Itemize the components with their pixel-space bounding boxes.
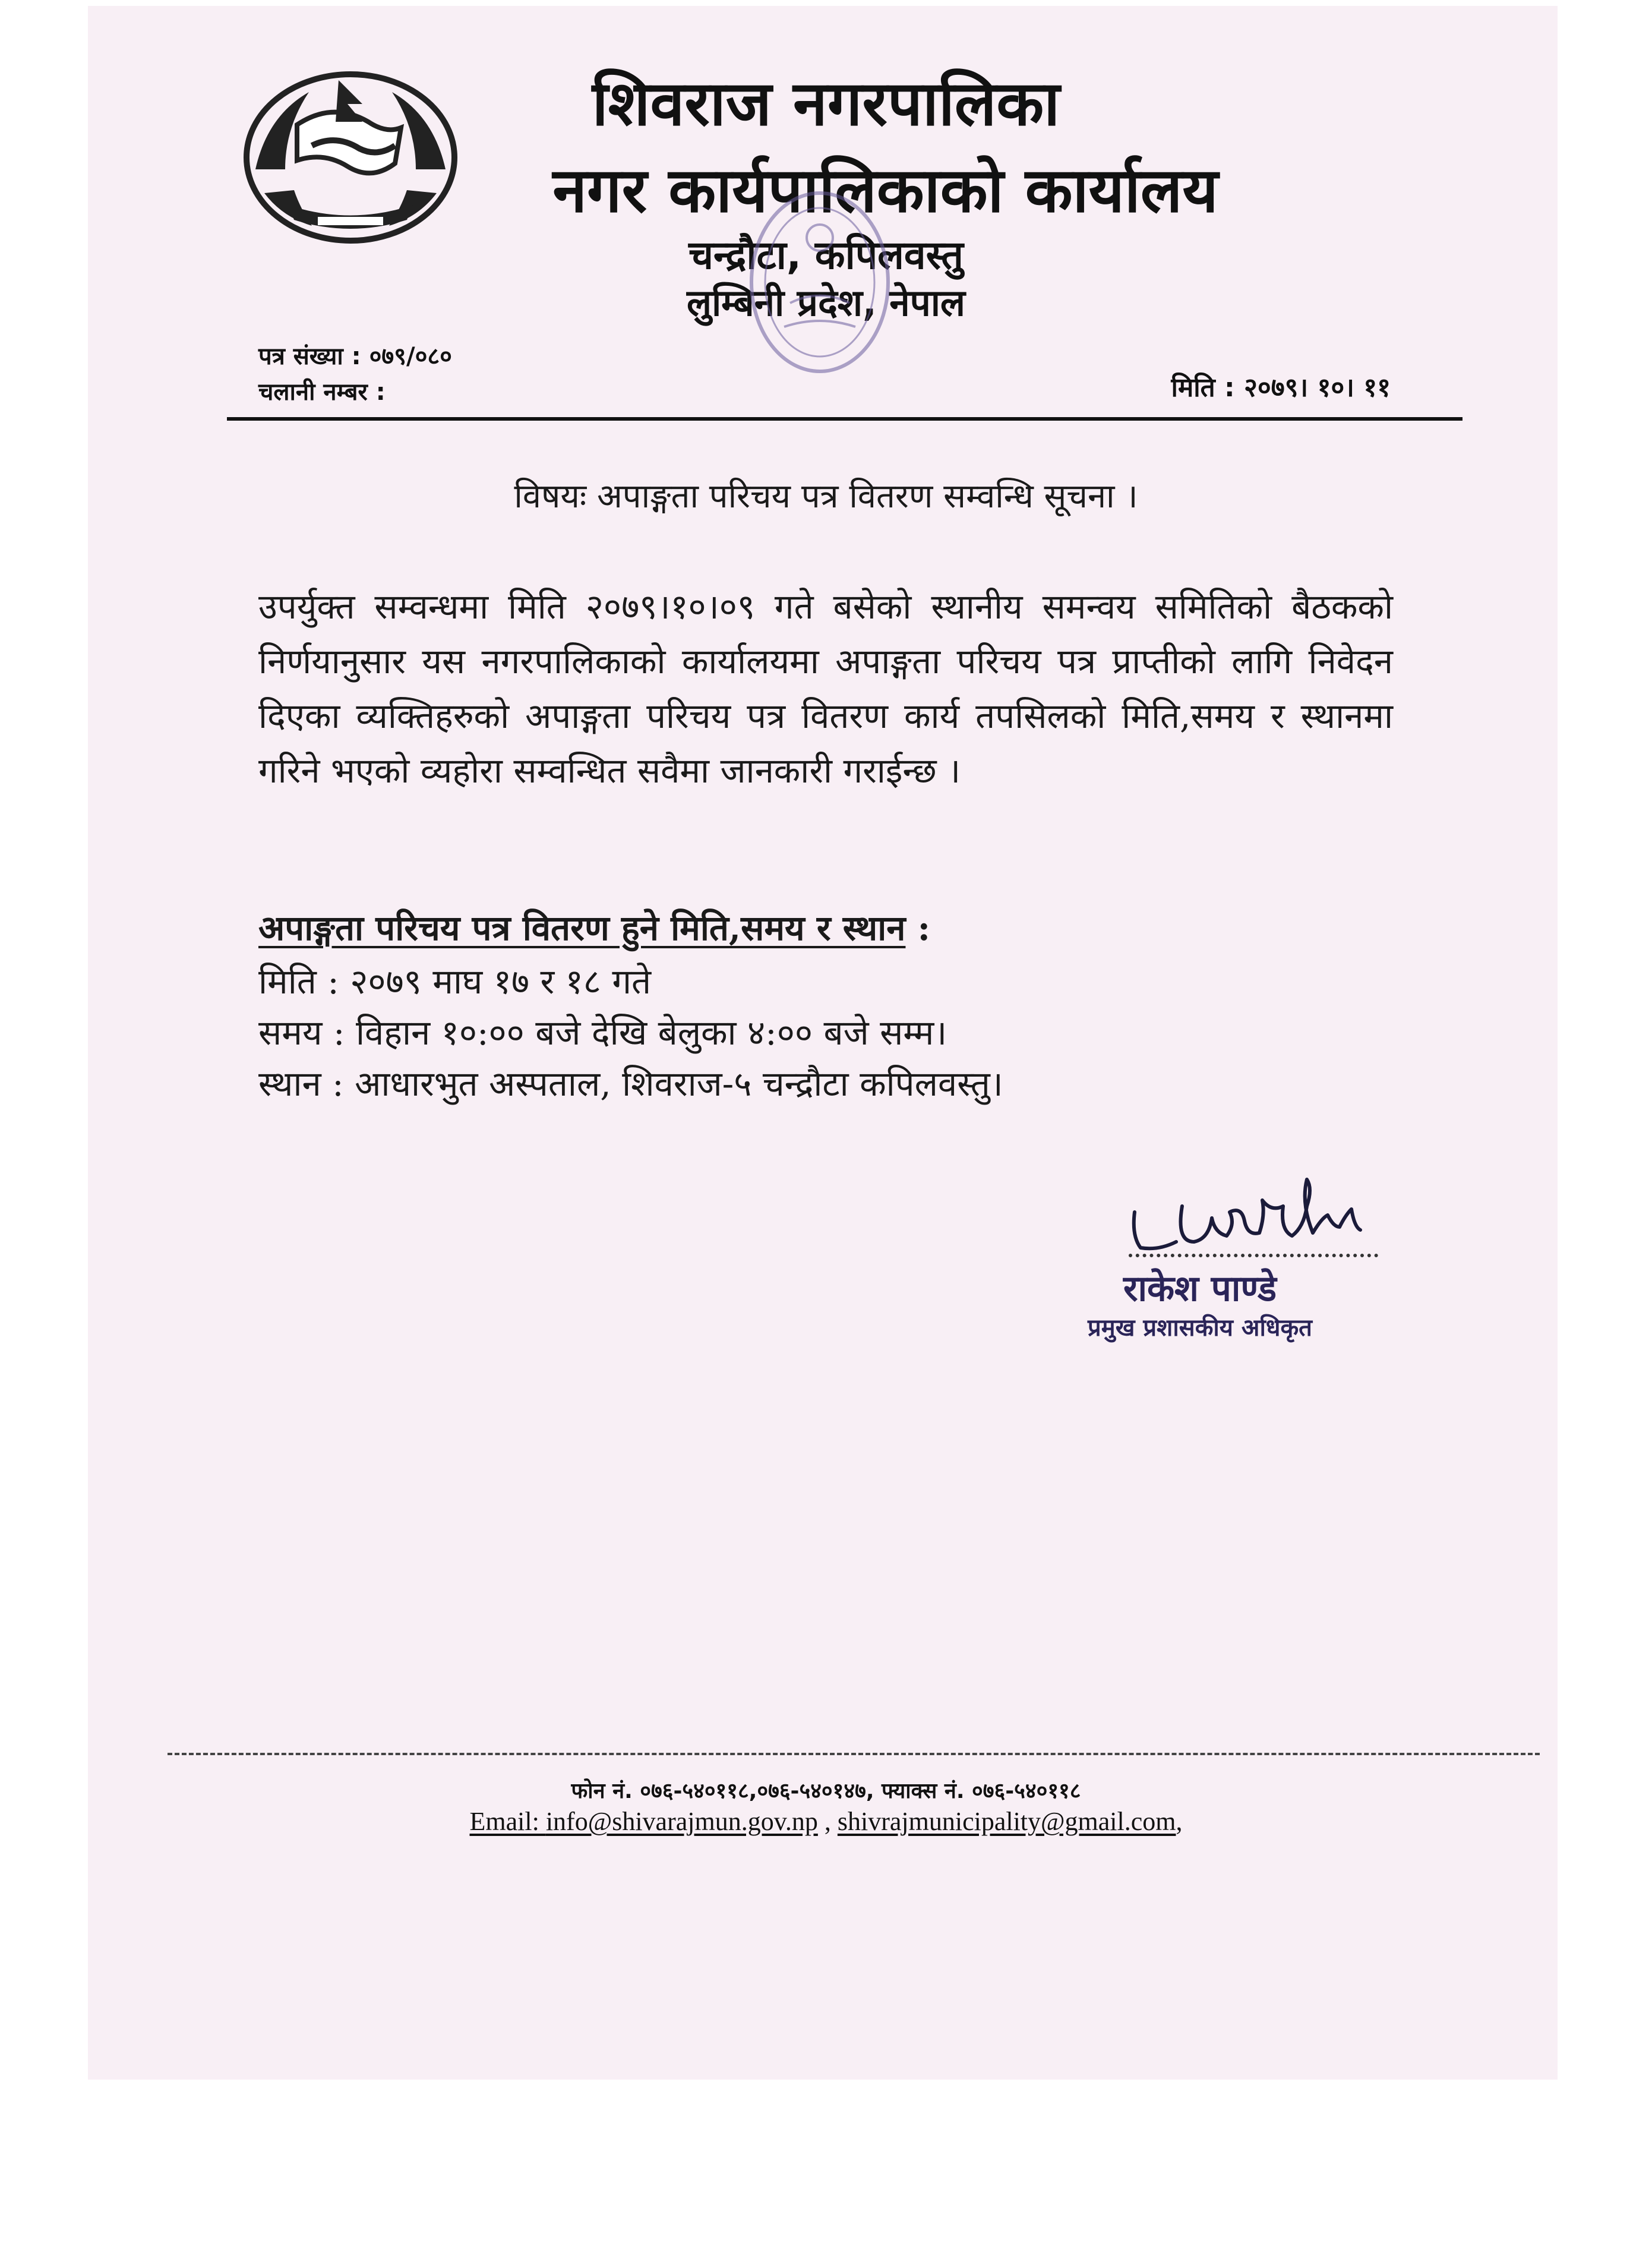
address-line-1: चन्द्रौटा, कपिलवस्तु: [688, 232, 964, 278]
email-trailing: ,: [1176, 1807, 1183, 1836]
schedule-place: स्थान : आधारभुत अस्पताल, शिवराज-५ चन्द्रौटा कपिलवस्तु।: [258, 1064, 1003, 1104]
signatory-title: प्रमुख प्रशासकीय अधिकृत: [1088, 1314, 1312, 1342]
schedule-date: मिति : २०७९ माघ १७ र १८ गते: [258, 961, 652, 1002]
email-separator: ,: [817, 1807, 838, 1836]
municipality-name: शिवराज नगरपालिका: [592, 67, 1060, 140]
email-label: Email:: [469, 1807, 546, 1836]
schedule-heading-colon: :: [905, 908, 931, 948]
letter-body-paragraph: उपर्युक्त सम्वन्धमा मिति २०७९।१०।०९ गते बसेको स्थानीय समन्वय समितिको बैठकको निर्णयानुसार यस नगरपालिकाको कार्यालयमा अपाङ्गता परिचय पत्र प्राप्तीको लागि निवेदन दिएका व्यक्तिहरुको अपाङ्गता परिचय पत्र वितरण कार्य तपसिलको मिति,समय र स्थानमा गरिने भएको व्यहोरा सम्वन्धित सवैमा जानकारी गराईन्छ ।: [258, 586, 1393, 791]
email-link-2[interactable]: shivrajmunicipality@gmail.com: [837, 1807, 1176, 1836]
signature-icon: [1111, 1165, 1384, 1254]
footer-email: [0, 1806, 1652, 1837]
office-seal-icon: [743, 184, 897, 380]
signatory-name: राकेश पाण्डे: [1123, 1268, 1277, 1310]
footer-divider: [168, 1753, 1540, 1755]
letter-date: मिति : २०७९। १०। ११: [1171, 373, 1391, 403]
address-line-2: लुम्बिनी प्रदेश, नेपाल: [687, 281, 965, 324]
dispatch-number: चलानी नम्बर :: [258, 378, 386, 406]
header-divider: [227, 417, 1463, 421]
schedule-time: समय : विहान १०:०० बजे देखि बेलुका ४:०० बजे सम्म।: [258, 1012, 947, 1053]
footer-phone-fax: फोन नं. ०७६-५४०११८,०७६-५४०१४७, फ्याक्स नं. ०७६-५४०११८: [571, 1779, 1081, 1803]
letter-subject: विषयः अपाङ्गता परिचय पत्र वितरण सम्वन्धि सूचना ।: [514, 477, 1138, 516]
office-name: नगर कार्यपालिकाको कार्यालय: [552, 154, 1218, 226]
schedule-heading-text: अपाङ्गता परिचय पत्र वितरण हुने मिति,समय र स्थान: [258, 908, 906, 948]
letter-reference-number: पत्र संख्या : ०७९/०८०: [258, 343, 452, 370]
signature-line: [1129, 1254, 1378, 1257]
email-link-1[interactable]: info@shivarajmun.gov.np: [545, 1807, 818, 1836]
schedule-heading: [258, 903, 930, 950]
